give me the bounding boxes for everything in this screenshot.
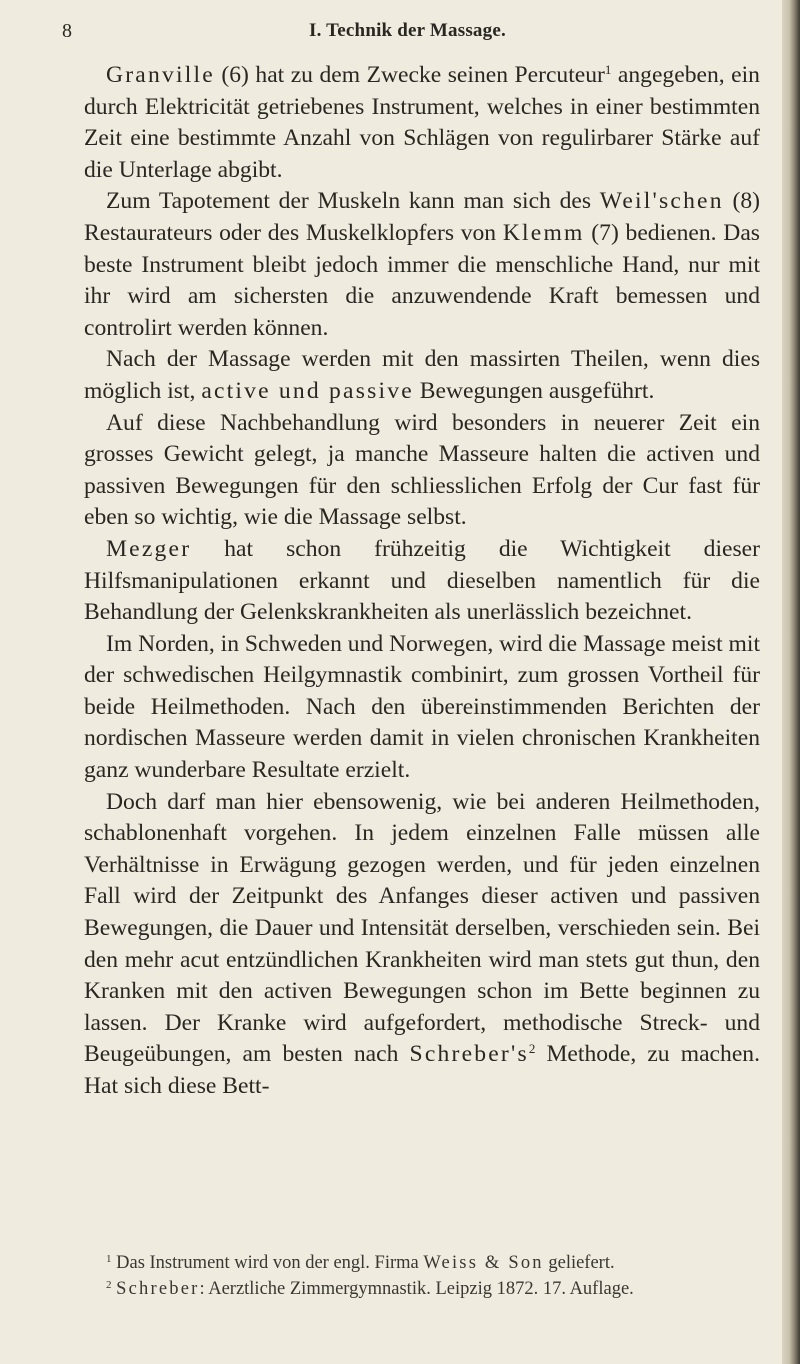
footnote-mark: 1: [106, 1253, 112, 1265]
emphasis: active und passive: [201, 377, 414, 404]
author-name: Weil'schen: [599, 188, 724, 215]
footnote-ref: 1: [604, 62, 612, 77]
footnotes: [84, 1252, 760, 1304]
text-segment: Doch darf man hier ebensowenig, wie bei anderen Heilmethoden, schablonenhaft vorgehen. In jedem einzelnen Falle müssen alle Verhältnisse in Erwägung gezogen werden, und für jeden einzelnen Fall wird der Zeitpunkt des Anfanges dieser activen und passiven Bewegungen, die Dauer und Intensität derselben, verschieden sein. Bei den mehr acut entzündlichen Krankheiten wird man stets gut thun, den Kranken mit den activen Bewegungen schon im Bette beginnen zu lassen. Der Kranke wird aufgefordert, methodische Streck- und Beugeübungen, am besten nach: [84, 788, 760, 1068]
company-name: Weiss & Son: [423, 1253, 544, 1273]
page-edge: [782, 0, 800, 1364]
author-name: Schreber's: [409, 1041, 529, 1068]
text-segment: (8) Restaurateurs oder des Muskelklopfers von: [84, 188, 760, 246]
footnote: [84, 1278, 760, 1301]
author-name: Schreber: [116, 1279, 200, 1299]
text-segment: Nach der Massage werden mit den massirten Theilen, wenn dies möglich ist,: [84, 346, 760, 404]
paragraph-movements: [84, 344, 760, 407]
paragraph-norden: Im Norden, in Schweden und Norwegen, wird die Massage meist mit der schwedischen Heilgymnastik combinirt, zum grossen Vortheil für beide Heilmethoden. Nach den übereinstimmenden Berichten der nordischen Masseure werden damit in vielen chronischen Krankheiten ganz wunderbare Resultate erzielt.: [84, 630, 760, 784]
running-title: I. Technik der Massage.: [309, 20, 506, 41]
text-segment: (7) bedienen. Das beste Instrument bleibt jedoch immer die menschliche Hand, nur mit ihr wird am sichersten die anzuwendende Kraft bemessen und controlirt werden können.: [84, 219, 760, 341]
text-segment: Bewegungen ausgeführt.: [413, 377, 655, 404]
paragraph-mezger: [84, 534, 760, 629]
page-header: [62, 20, 782, 46]
text-segment: hat schon frühzeitig die Wichtigkeit dieser Hilfsmanipulationen erkannt und dieselben namentlich für die Behandlung der Gelenkskrankheiten als unerlässlich bezeichnet.: [84, 535, 760, 626]
text-segment: Das Instrument wird von der engl. Firma: [111, 1253, 424, 1273]
author-name: Klemm: [502, 219, 585, 246]
paragraph-granville: [84, 60, 760, 186]
paragraph-tapotement: [84, 186, 760, 344]
paragraph-nachbehandlung: Auf diese Nachbehandlung wird besonders in neuerer Zeit ein grosses Gewicht gelegt, ja manche Masseure halten die activen und passiven Bewegungen für den schliesslichen Erfolg der Cur fast für eben so wichtig, wie die Massage selbst.: [84, 409, 760, 531]
text-segment: : Aerztliche Zimmergymnastik. Leipzig 1872. 17. Auflage.: [199, 1279, 634, 1299]
text-segment: Methode, zu machen. Hat sich diese Bett-: [84, 1041, 760, 1099]
text-segment: (6) hat zu dem Zwecke seinen Percuteur: [214, 62, 605, 88]
paragraph-schablonen: [84, 787, 760, 1103]
text-segment: angegeben, ein durch Elektricität getriebenes Instrument, welches in einer bestimmten Zeit eine bestimmte Anzahl von Schlägen von regulirbarer Stärke auf die Unterlage abgibt.: [84, 62, 760, 183]
main-text: [84, 60, 760, 1103]
author-name: Granville: [106, 62, 215, 88]
text-segment: Zum Tapotement der Muskeln kann man sich des: [106, 188, 600, 215]
footnote: [84, 1252, 760, 1275]
footnote-ref: 2: [528, 1041, 536, 1057]
text-segment: geliefert.: [543, 1253, 615, 1273]
author-name: Mezger: [106, 535, 192, 562]
footnote-mark: 2: [106, 1279, 112, 1291]
page-number: 8: [62, 20, 72, 42]
